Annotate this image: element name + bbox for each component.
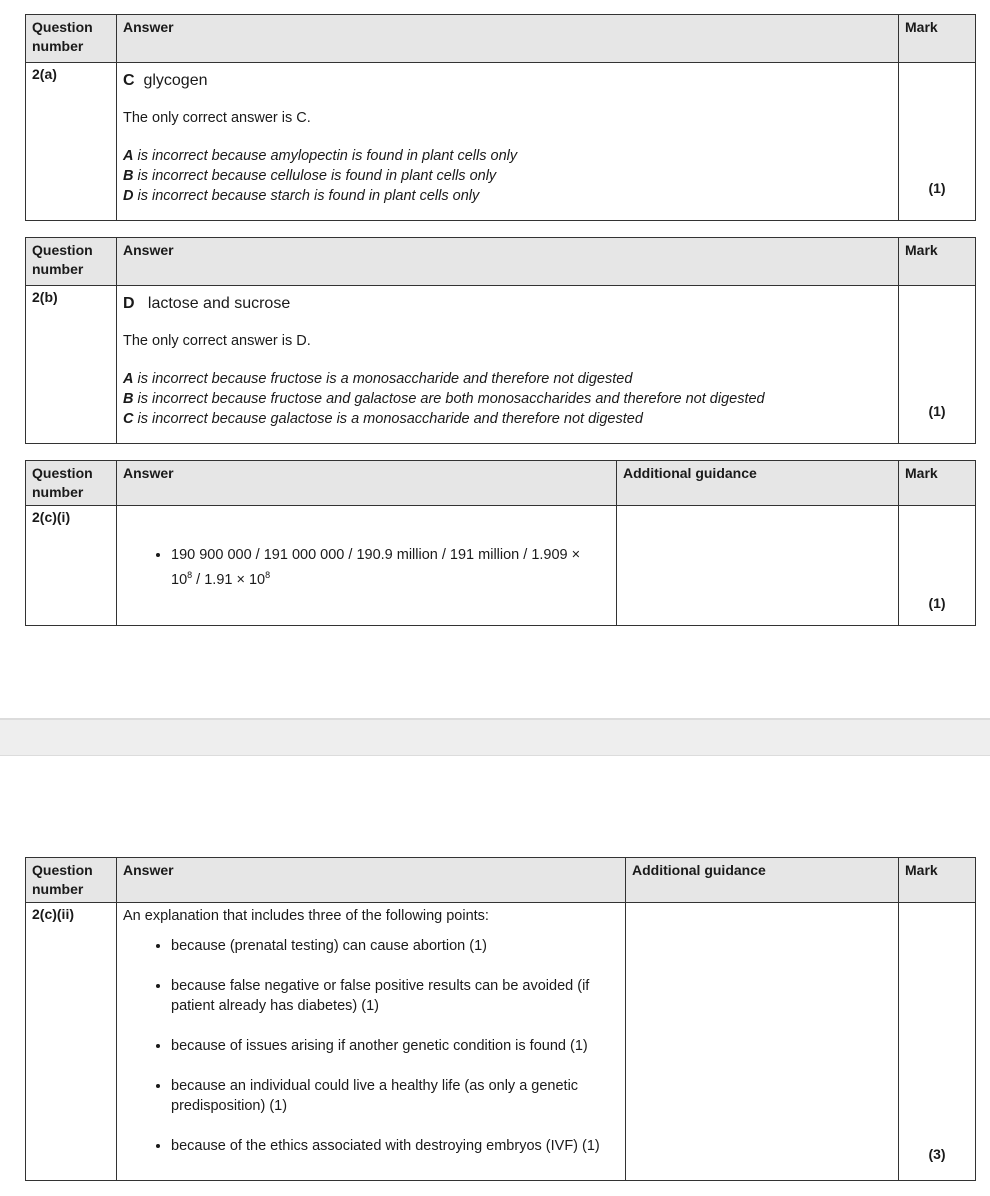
mark-value: (1) [899, 63, 976, 221]
header-mark: Mark [899, 461, 976, 506]
mark-value: (3) [899, 903, 976, 1181]
answer-text: lactose and sucrose [147, 295, 291, 312]
header-mark: Mark [899, 858, 976, 903]
answer-letter: D [123, 295, 135, 312]
answer-cell [117, 286, 899, 444]
mark-value: (1) [899, 506, 976, 626]
incorrect-reasons [123, 369, 892, 429]
mark-scheme-table-2b [25, 237, 976, 444]
answer-point: • because an individual could live a healthy life (as only a genetic predisposition) (1) [171, 1076, 619, 1116]
incorrect-reasons [123, 146, 892, 206]
mark-scheme-table-2cii [25, 857, 976, 1181]
reason-line: C is incorrect because galactose is a monosaccharide and therefore not digested [123, 411, 643, 427]
answer-letter: C [123, 72, 135, 89]
reason-line: D is incorrect because starch is found in plant cells only [123, 188, 480, 204]
answer-cell [117, 903, 626, 1181]
header-answer: Answer [117, 238, 899, 286]
header-question-number: Question number [26, 238, 117, 286]
only-correct-statement: The only correct answer is C. [123, 110, 311, 126]
reason-line: B is incorrect because fructose and galactose are both monosaccharides and therefore not digested [123, 391, 765, 407]
header-question-number: Question number [26, 858, 117, 903]
header-question-number: Question number [26, 15, 117, 63]
answer-cell [117, 506, 617, 626]
reason-line: B is incorrect because cellulose is found in plant cells only [123, 168, 497, 184]
answer-point: • because false negative or false positive results can be avoided (if patient already has diabetes) (1) [171, 976, 619, 1016]
answer-point: • 190 900 000 / 191 000 000 / 190.9 million / 191 million / 1.909 × $10^8 / 1.91 \times 10^8$ [171, 545, 610, 590]
answer-cell [117, 63, 899, 221]
only-correct-statement: The only correct answer is D. [123, 333, 311, 349]
question-number: 2(c)(i) [32, 509, 71, 525]
page-break-divider [0, 718, 990, 756]
mark-scheme-table-2ci [25, 460, 976, 626]
header-mark: Mark [899, 15, 976, 63]
question-number: 2(b) [32, 289, 58, 305]
header-additional-guidance: Additional guidance [626, 858, 899, 903]
reason-line: A is incorrect because amylopectin is found in plant cells only [123, 148, 518, 164]
answer-point: • because (prenatal testing) can cause abortion (1) [171, 936, 619, 956]
question-number: 2(c)(ii) [32, 906, 74, 922]
header-mark: Mark [899, 238, 976, 286]
answer-intro: An explanation that includes three of the following points: [123, 908, 489, 924]
mark-scheme-table-2a [25, 14, 976, 221]
answer-point: • because of issues arising if another genetic condition is found (1) [171, 1036, 619, 1056]
answer-text: glycogen [143, 72, 208, 89]
header-answer: Answer [117, 15, 899, 63]
guidance-cell [626, 903, 899, 1181]
header-additional-guidance: Additional guidance [617, 461, 899, 506]
question-number: 2(a) [32, 66, 57, 82]
reason-line: A is incorrect because fructose is a monosaccharide and therefore not digested [123, 371, 633, 387]
guidance-cell [617, 506, 899, 626]
header-question-number: Question number [26, 461, 117, 506]
header-answer: Answer [117, 858, 626, 903]
header-answer: Answer [117, 461, 617, 506]
mark-value: (1) [899, 286, 976, 444]
answer-point: • because of the ethics associated with destroying embryos (IVF) (1) [171, 1136, 619, 1156]
